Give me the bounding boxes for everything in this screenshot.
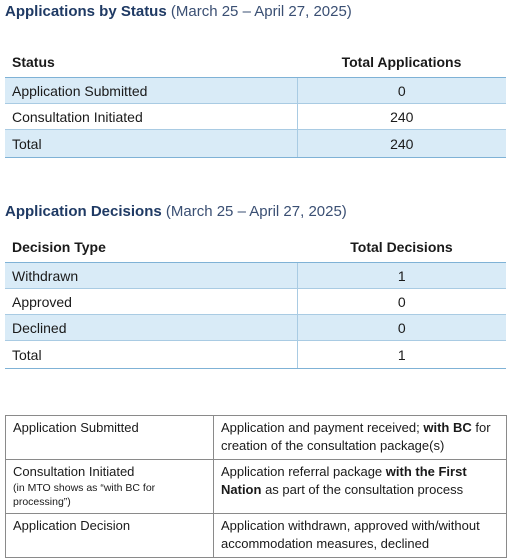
row-value: 240 <box>297 104 506 130</box>
glossary-term-cell <box>6 416 214 460</box>
status-section-date-range: (March 25 – April 27, 2025) <box>170 3 352 20</box>
definition-part-bold: with BC <box>423 420 472 435</box>
row-value: 1 <box>297 341 506 369</box>
table-row <box>5 315 506 341</box>
decision-section-title: Application Decisions <box>5 203 162 220</box>
row-label: Application Submitted <box>5 78 297 104</box>
table-row-total <box>5 341 506 369</box>
row-label: Declined <box>5 315 297 341</box>
status-section-title: Applications by Status <box>5 3 167 20</box>
total-decisions-column-header: Total Decisions <box>297 232 506 263</box>
status-section-heading <box>5 3 352 20</box>
glossary-table <box>5 415 507 558</box>
definition-part: Application and payment received; <box>221 420 424 435</box>
row-label: Total <box>5 341 297 369</box>
glossary-term-note: (in MTO shows as “with BC for processing”) <box>13 482 156 508</box>
status-column-header: Status <box>5 47 297 78</box>
table-row-total <box>5 130 506 158</box>
definition-part: for creation of the consultation package(s) <box>221 420 491 453</box>
glossary-term: Application Submitted <box>13 420 139 435</box>
row-label: Approved <box>5 289 297 315</box>
glossary-term: Application Decision <box>13 518 131 533</box>
definition-part-bold: with the First Nation <box>221 464 467 497</box>
row-label: Withdrawn <box>5 263 297 289</box>
total-applications-column-header: Total Applications <box>297 47 506 78</box>
definition-part: Application referral package <box>221 464 386 479</box>
glossary-definition <box>214 416 507 460</box>
row-value: 0 <box>297 289 506 315</box>
row-value: 1 <box>297 263 506 289</box>
table-row <box>5 104 506 130</box>
glossary-term-cell <box>6 514 214 558</box>
decision-section-heading <box>5 203 347 220</box>
table-row <box>5 78 506 104</box>
decision-table <box>5 232 506 369</box>
table-row <box>5 289 506 315</box>
status-table-header <box>5 47 506 78</box>
definition-part: Application withdrawn, approved with/without accommodation measures, declined <box>221 518 480 551</box>
row-label: Total <box>5 130 297 158</box>
glossary-row <box>6 416 507 460</box>
row-value: 0 <box>297 78 506 104</box>
glossary-term: Consultation Initiated <box>13 464 135 479</box>
glossary-definition <box>214 514 507 558</box>
row-value: 240 <box>297 130 506 158</box>
definition-part: as part of the consultation process <box>261 482 464 497</box>
decision-section-date-range: (March 25 – April 27, 2025) <box>165 203 347 220</box>
row-value: 0 <box>297 315 506 341</box>
glossary-row <box>6 460 507 514</box>
table-row <box>5 263 506 289</box>
status-table <box>5 47 506 158</box>
decision-type-column-header: Decision Type <box>5 232 297 263</box>
decision-table-header <box>5 232 506 263</box>
row-label: Consultation Initiated <box>5 104 297 130</box>
glossary-term-cell <box>6 460 214 514</box>
glossary-row <box>6 514 507 558</box>
glossary-definition <box>214 460 507 514</box>
